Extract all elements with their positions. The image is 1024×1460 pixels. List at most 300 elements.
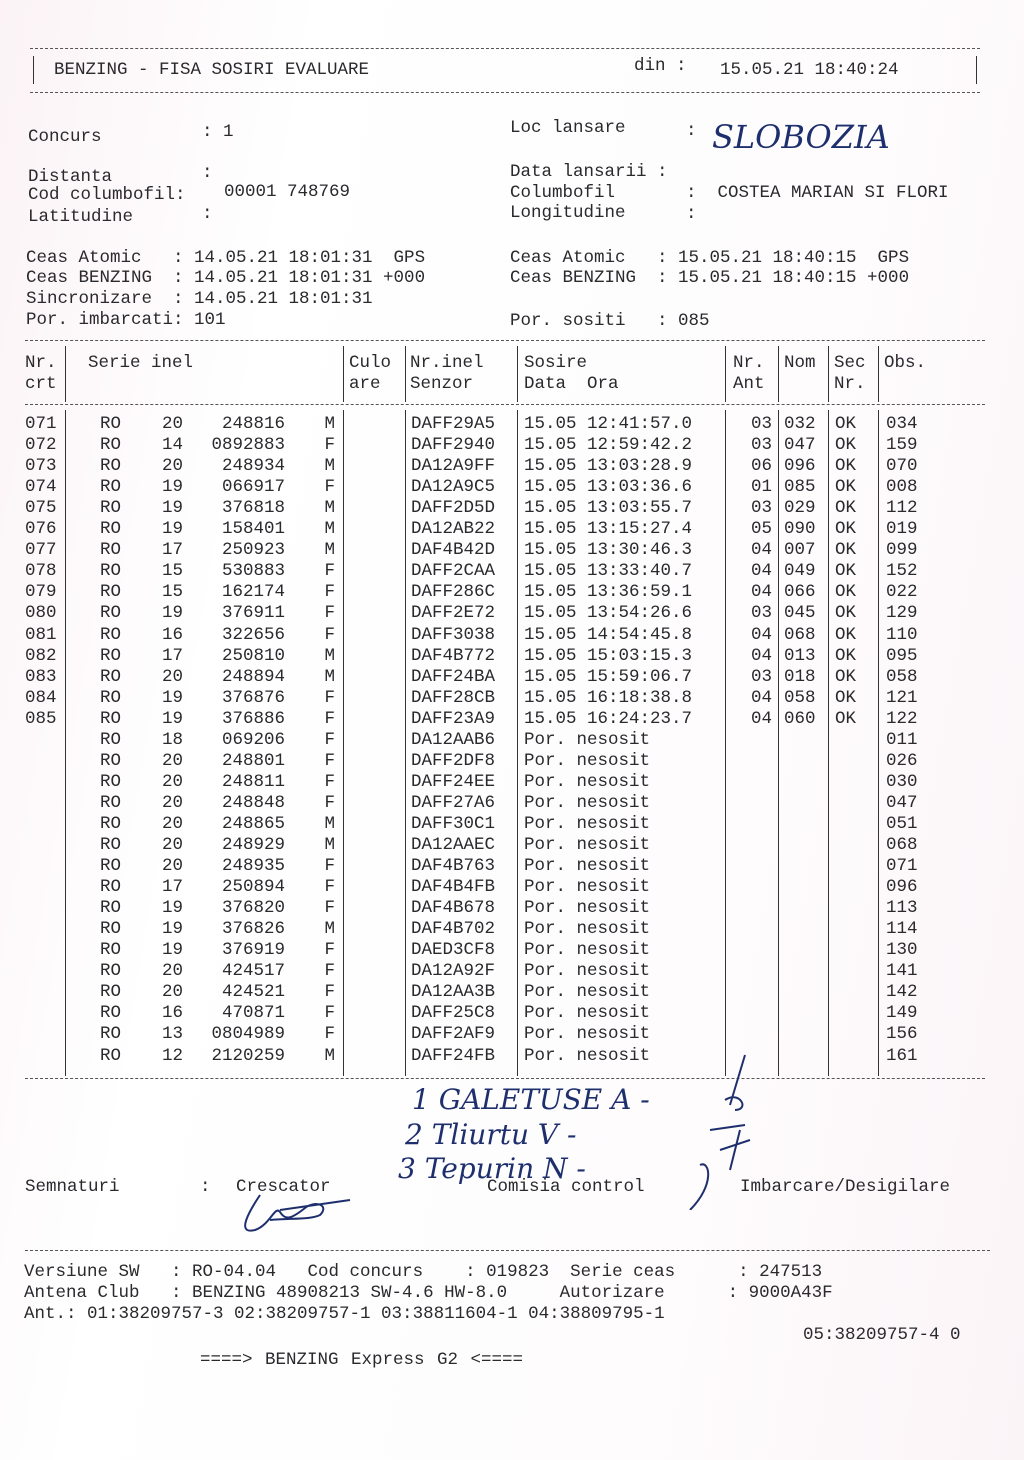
cell-sex: M: [324, 414, 335, 434]
cell-sex: F: [324, 603, 335, 624]
cell-arrival: 15.05 13:15:27.4: [524, 519, 693, 540]
cell-year: 16: [162, 624, 184, 645]
cell-obs: 152: [886, 561, 918, 582]
cell-obs: 159: [886, 435, 918, 456]
column-divider: [65, 410, 66, 1076]
por-imbarcati: Por. imbarcati: 101: [26, 310, 226, 330]
cell-sex: F: [324, 856, 335, 877]
cell-nr-ant: 05: [750, 519, 772, 540]
columbofil-label: Columbofil: [510, 183, 616, 203]
cell-sex: M: [324, 498, 335, 519]
cell-country: RO: [100, 877, 122, 898]
cell-nr-ant: 03: [750, 435, 772, 456]
loc-colon: :: [686, 121, 697, 141]
cell-ring-number: 376820: [221, 898, 285, 919]
cell-arrival: 15.05 15:03:15.3: [524, 645, 693, 666]
cell-nr-ant: 03: [750, 666, 772, 687]
cell-year: 19: [162, 919, 184, 940]
cell-year: 15: [162, 582, 184, 603]
column-divider: [65, 346, 66, 402]
cell-year: 19: [162, 519, 184, 540]
cell-sex: M: [324, 813, 335, 834]
ceas-benzing-start: Ceas BENZING : 14.05.21 18:01:31 +000: [26, 268, 426, 288]
concurs-label: Concurs: [28, 127, 102, 147]
col-culoare: are: [349, 374, 381, 394]
cell-ring-number: 0892883: [211, 435, 285, 456]
divider: [30, 48, 980, 49]
cell-obs: 114: [886, 919, 918, 940]
cell-nr-crt: 077: [25, 540, 57, 561]
cell-nr-crt: 071: [25, 414, 57, 434]
cell-sec: OK: [835, 477, 857, 498]
cell-country: RO: [100, 750, 122, 771]
cell-nr-ant: 03: [750, 498, 772, 519]
cell-nr-ant: 04: [750, 708, 772, 729]
cell-country: RO: [100, 666, 122, 687]
cell-sex: M: [324, 919, 335, 940]
cell-nom: 029: [784, 498, 816, 519]
cell-country: RO: [100, 1024, 122, 1045]
cell-ring-number: 248801: [221, 750, 285, 771]
cell-sensor: DA12AA3B: [411, 982, 496, 1003]
date-label: din :: [634, 56, 687, 76]
cell-arrival: Por. nesosit: [524, 1024, 651, 1045]
cell-year: 19: [162, 708, 184, 729]
cell-obs: 071: [886, 856, 918, 877]
cell-sex: M: [324, 519, 335, 540]
cell-nr-crt: 072: [25, 435, 57, 456]
distanta-value: :: [202, 163, 213, 183]
cell-sex: F: [324, 961, 335, 982]
cell-arrival: Por. nesosit: [524, 982, 651, 1003]
cell-obs: 096: [886, 877, 918, 898]
cell-arrival: Por. nesosit: [524, 856, 651, 877]
divider: [25, 404, 985, 405]
latitudine-value: :: [202, 204, 213, 224]
cell-ring-number: 376911: [221, 603, 285, 624]
cell-arrival: 15.05 13:54:26.6: [524, 603, 693, 624]
cell-sensor: DA12AAB6: [411, 729, 496, 750]
document-title: BENZING - FISA SOSIRI EVALUARE: [54, 60, 370, 80]
cell-year: 20: [162, 792, 184, 813]
col-culoare: Culo: [349, 353, 392, 373]
divider: [25, 340, 985, 341]
cell-year: 19: [162, 498, 184, 519]
cell-country: RO: [100, 792, 122, 813]
cell-obs: 011: [886, 729, 918, 750]
cell-ring-number: 250923: [221, 540, 285, 561]
cell-ring-number: 2120259: [211, 1045, 285, 1066]
cell-sec: OK: [835, 519, 857, 540]
cell-obs: 058: [886, 666, 918, 687]
cell-arrival: 15.05 13:30:46.3: [524, 540, 693, 561]
cell-country: RO: [100, 519, 122, 540]
cell-obs: 129: [886, 603, 918, 624]
column-divider: [405, 346, 406, 402]
cell-country: RO: [100, 477, 122, 498]
divider: [30, 92, 980, 93]
cell-year: 19: [162, 940, 184, 961]
cell-country: RO: [100, 687, 122, 708]
benzing-express-brand: ====> BENZING Express G2 <====: [200, 1350, 524, 1370]
cell-arrival: 15.05 14:54:45.8: [524, 624, 693, 645]
cell-sex: F: [324, 750, 335, 771]
cell-sensor: DAED3CF8: [411, 940, 496, 961]
cell-nr-ant: 04: [750, 561, 772, 582]
cell-year: 18: [162, 729, 184, 750]
ant-line-2: 05:38209757-4 0: [803, 1325, 961, 1345]
cell-country: RO: [100, 540, 122, 561]
cell-sensor: DA12A9FF: [411, 456, 496, 477]
cell-country: RO: [100, 435, 122, 456]
cell-arrival: Por. nesosit: [524, 919, 651, 940]
cell-nom: 066: [784, 582, 816, 603]
cell-obs: 070: [886, 456, 918, 477]
cell-nr-crt: 073: [25, 456, 57, 477]
ceas-benzing-end: Ceas BENZING : 15.05.21 18:40:15 +000: [510, 268, 910, 288]
cell-nom: 060: [784, 708, 816, 729]
cell-year: 20: [162, 456, 184, 477]
ceas-atomic-end: Ceas Atomic : 15.05.21 18:40:15 GPS: [510, 248, 910, 268]
handwritten-note: 1 GALETUSE A -: [412, 1083, 650, 1116]
cell-arrival: Por. nesosit: [524, 792, 651, 813]
cell-sex: M: [324, 540, 335, 561]
cell-nr-crt: 076: [25, 519, 57, 540]
cell-sec: OK: [835, 624, 857, 645]
cell-obs: 034: [886, 414, 918, 434]
cell-sex: F: [324, 877, 335, 898]
cell-ring-number: 424521: [221, 982, 285, 1003]
cell-sex: F: [324, 1024, 335, 1045]
divider: [25, 1078, 985, 1079]
cell-arrival: Por. nesosit: [524, 1003, 651, 1024]
cell-year: 20: [162, 750, 184, 771]
cell-sensor: DAFF24EE: [411, 771, 496, 792]
cell-sex: F: [324, 582, 335, 603]
cell-year: 17: [162, 877, 184, 898]
por-sositi: Por. sositi : 085: [510, 311, 710, 331]
cell-sensor: DAFF2E72: [411, 603, 496, 624]
cell-ring-number: 248894: [221, 666, 285, 687]
cell-country: RO: [100, 1045, 122, 1066]
imbarcare-label: Imbarcare/Desigilare: [740, 1177, 951, 1197]
cell-sensor: DAFF2940: [411, 435, 496, 456]
cell-country: RO: [100, 940, 122, 961]
cell-country: RO: [100, 961, 122, 982]
cell-nom: 049: [784, 561, 816, 582]
cell-arrival: Por. nesosit: [524, 813, 651, 834]
cell-sec: OK: [835, 666, 857, 687]
cell-arrival: Por. nesosit: [524, 1045, 651, 1066]
divider: [976, 56, 977, 84]
cell-ring-number: 376818: [221, 498, 285, 519]
column-divider: [778, 410, 779, 1076]
cell-year: 19: [162, 477, 184, 498]
cell-nr-crt: 085: [25, 708, 57, 729]
ceas-atomic-start: Ceas Atomic : 14.05.21 18:01:31 GPS: [26, 248, 426, 268]
cell-nr-ant: 04: [750, 687, 772, 708]
cell-sex: F: [324, 940, 335, 961]
cell-nr-crt: 083: [25, 666, 57, 687]
cell-country: RO: [100, 813, 122, 834]
cell-sex: M: [324, 666, 335, 687]
cell-nom: 068: [784, 624, 816, 645]
col-sec: Nr.: [834, 374, 866, 394]
divider: [33, 56, 34, 84]
cell-sensor: DAFF28CB: [411, 687, 496, 708]
cell-sensor: DAFF27A6: [411, 792, 496, 813]
signature-scribble: [230, 1190, 360, 1240]
latitudine-label: Latitudine: [28, 207, 134, 227]
cell-nom: 047: [784, 435, 816, 456]
cod-value: 00001 748769: [224, 182, 351, 202]
cell-obs: 142: [886, 982, 918, 1003]
cell-arrival: 15.05 13:03:55.7: [524, 498, 693, 519]
cell-nr-ant: 04: [750, 582, 772, 603]
cell-arrival: 15.05 16:24:23.7: [524, 708, 693, 729]
cell-year: 20: [162, 771, 184, 792]
cell-country: RO: [100, 456, 122, 477]
cell-sex: F: [324, 792, 335, 813]
cell-country: RO: [100, 645, 122, 666]
cell-ring-number: 248935: [221, 856, 285, 877]
cell-sec: OK: [835, 708, 857, 729]
cell-nom: 007: [784, 540, 816, 561]
cell-sex: M: [324, 456, 335, 477]
cell-year: 20: [162, 666, 184, 687]
cell-obs: 122: [886, 708, 918, 729]
cell-nr-crt: 078: [25, 561, 57, 582]
cell-nom: 096: [784, 456, 816, 477]
cell-sex: M: [324, 645, 335, 666]
cell-nr-crt: 074: [25, 477, 57, 498]
cell-ring-number: 066917: [221, 477, 285, 498]
column-divider: [343, 346, 344, 402]
cell-obs: 113: [886, 898, 918, 919]
cell-year: 20: [162, 835, 184, 855]
cell-sex: M: [324, 835, 335, 855]
cell-ring-number: 158401: [221, 519, 285, 540]
cell-arrival: 15.05 16:18:38.8: [524, 687, 693, 708]
cell-arrival: 15.05 15:59:06.7: [524, 666, 693, 687]
cell-sensor: DAFF29A5: [411, 414, 496, 434]
cell-obs: 110: [886, 624, 918, 645]
cell-year: 20: [162, 813, 184, 834]
cell-nom: 085: [784, 477, 816, 498]
col-sec: Sec: [834, 353, 866, 373]
signature-scribbles: [640, 1050, 760, 1210]
cell-country: RO: [100, 919, 122, 940]
cell-country: RO: [100, 835, 122, 855]
col-sosire: Data Ora: [524, 374, 619, 394]
cell-sec: OK: [835, 561, 857, 582]
loc-value-handwritten: SLOBOZIA: [712, 118, 890, 156]
cod-label: Cod columbofil:: [28, 185, 186, 205]
cell-nom: 090: [784, 519, 816, 540]
cell-country: RO: [100, 603, 122, 624]
cell-nr-crt: 080: [25, 603, 57, 624]
cell-year: 15: [162, 561, 184, 582]
cell-ring-number: 248934: [221, 456, 285, 477]
cell-nr-crt: 081: [25, 624, 57, 645]
cell-arrival: 15.05 12:59:42.2: [524, 435, 693, 456]
cell-arrival: Por. nesosit: [524, 940, 651, 961]
cell-ring-number: 250894: [221, 877, 285, 898]
cell-ring-number: 376826: [221, 919, 285, 940]
cell-obs: 141: [886, 961, 918, 982]
cell-year: 14: [162, 435, 184, 456]
cell-sensor: DA12AB22: [411, 519, 496, 540]
cell-obs: 008: [886, 477, 918, 498]
cell-nr-ant: 04: [750, 645, 772, 666]
divider: [25, 1250, 990, 1251]
cell-obs: 047: [886, 792, 918, 813]
cell-ring-number: 162174: [221, 582, 285, 603]
cell-sensor: DAF4B4FB: [411, 877, 496, 898]
col-serie: Serie inel: [88, 353, 194, 373]
cell-obs: 030: [886, 771, 918, 792]
cell-arrival: 15.05 12:41:57.0: [524, 414, 693, 434]
cell-nom: 013: [784, 645, 816, 666]
cell-sensor: DAFF30C1: [411, 813, 496, 834]
cell-nom: 058: [784, 687, 816, 708]
cell-sex: F: [324, 687, 335, 708]
cell-sec: OK: [835, 645, 857, 666]
cell-ring-number: 322656: [221, 624, 285, 645]
versiune-line: Versiune SW : RO-04.04 Cod concurs : 019823 Serie ceas : 247513: [24, 1262, 823, 1282]
cell-sensor: DAF4B702: [411, 919, 496, 940]
cell-sensor: DAF4B678: [411, 898, 496, 919]
cell-sec: OK: [835, 435, 857, 456]
cell-arrival: 15.05 13:03:28.9: [524, 456, 693, 477]
cell-arrival: Por. nesosit: [524, 961, 651, 982]
distanta-label: Distanta: [28, 167, 113, 187]
cell-obs: 019: [886, 519, 918, 540]
handwritten-note: 2 Tliurtu V -: [405, 1118, 577, 1151]
cell-ring-number: 069206: [221, 729, 285, 750]
cell-sec: OK: [835, 687, 857, 708]
cell-nr-crt: 084: [25, 687, 57, 708]
cell-sex: F: [324, 477, 335, 498]
cell-nr-ant: 01: [750, 477, 772, 498]
cell-sex: F: [324, 561, 335, 582]
column-divider: [725, 346, 726, 402]
cell-ring-number: 376886: [221, 708, 285, 729]
column-divider: [517, 410, 518, 1076]
col-sosire: Sosire: [524, 353, 588, 373]
cell-sec: OK: [835, 498, 857, 519]
cell-year: 20: [162, 961, 184, 982]
cell-country: RO: [100, 498, 122, 519]
column-divider: [517, 346, 518, 402]
cell-ring-number: 248865: [221, 813, 285, 834]
print-datetime: 15.05.21 18:40:24: [720, 60, 899, 80]
cell-country: RO: [100, 771, 122, 792]
cell-year: 20: [162, 414, 184, 434]
cell-ring-number: 376876: [221, 687, 285, 708]
column-divider: [828, 410, 829, 1076]
cell-nr-ant: 03: [750, 414, 772, 434]
cell-sensor: DAFF2DF8: [411, 750, 496, 771]
cell-sensor: DAF4B42D: [411, 540, 496, 561]
cell-ring-number: 248848: [221, 792, 285, 813]
cell-country: RO: [100, 561, 122, 582]
loc-label: Loc lansare: [510, 118, 626, 138]
cell-arrival: Por. nesosit: [524, 877, 651, 898]
cell-sex: F: [324, 771, 335, 792]
cell-obs: 095: [886, 645, 918, 666]
handwritten-note: 3 Tepurin N -: [398, 1152, 586, 1185]
cell-country: RO: [100, 708, 122, 729]
cell-country: RO: [100, 582, 122, 603]
cell-country: RO: [100, 982, 122, 1003]
cell-year: 12: [162, 1045, 184, 1066]
semnaturi-label: Semnaturi: [25, 1177, 120, 1197]
cell-arrival: Por. nesosit: [524, 771, 651, 792]
cell-arrival: 15.05 13:03:36.6: [524, 477, 693, 498]
cell-sex: F: [324, 624, 335, 645]
cell-arrival: 15.05 13:33:40.7: [524, 561, 693, 582]
cell-nr-ant: 06: [750, 456, 772, 477]
cell-country: RO: [100, 856, 122, 877]
cell-sensor: DAFF2D5D: [411, 498, 496, 519]
data-lansarii-label: Data lansarii :: [510, 162, 668, 182]
col-obs: Obs.: [884, 353, 927, 373]
col-inel: Nr.inel: [410, 353, 484, 373]
cell-sensor: DAFF24FB: [411, 1045, 496, 1066]
antena-line: Antena Club : BENZING 48908213 SW-4.6 HW-8.0 Autorizare : 9000A43F: [24, 1283, 833, 1303]
cell-ring-number: 470871: [221, 1003, 285, 1024]
cell-sex: F: [324, 982, 335, 1003]
cell-arrival: Por. nesosit: [524, 898, 651, 919]
cell-sensor: DAFF2AF9: [411, 1024, 496, 1045]
col-ant: Nr.: [733, 353, 765, 373]
cell-country: RO: [100, 729, 122, 750]
cell-sensor: DAF4B772: [411, 645, 496, 666]
cell-year: 17: [162, 540, 184, 561]
cell-country: RO: [100, 624, 122, 645]
cell-arrival: Por. nesosit: [524, 835, 651, 855]
cell-sex: M: [324, 1045, 335, 1066]
cell-sex: F: [324, 708, 335, 729]
cell-nr-ant: 03: [750, 603, 772, 624]
crescator-label: Crescator: [236, 1177, 331, 1197]
cell-country: RO: [100, 414, 122, 434]
cell-obs: 099: [886, 540, 918, 561]
col-nr: Nr.: [25, 353, 57, 373]
column-divider: [878, 346, 879, 402]
cell-ring-number: 424517: [221, 961, 285, 982]
cell-obs: 022: [886, 582, 918, 603]
cell-country: RO: [100, 898, 122, 919]
semnaturi-colon: :: [200, 1177, 211, 1197]
cell-arrival: 15.05 13:36:59.1: [524, 582, 693, 603]
cell-obs: 051: [886, 813, 918, 834]
cell-obs: 161: [886, 1045, 918, 1066]
cell-sensor: DAFF25C8: [411, 1003, 496, 1024]
cell-sex: F: [324, 1003, 335, 1024]
sincronizare: Sincronizare : 14.05.21 18:01:31: [26, 289, 373, 309]
cell-arrival: Por. nesosit: [524, 750, 651, 771]
cell-nr-crt: 082: [25, 645, 57, 666]
cell-obs: 112: [886, 498, 918, 519]
cell-obs: 121: [886, 687, 918, 708]
cell-sensor: DAFF24BA: [411, 666, 496, 687]
cell-year: 20: [162, 982, 184, 1003]
cell-sensor: DA12A92F: [411, 961, 496, 982]
cell-sensor: DAFF3038: [411, 624, 496, 645]
cell-obs: 068: [886, 835, 918, 855]
